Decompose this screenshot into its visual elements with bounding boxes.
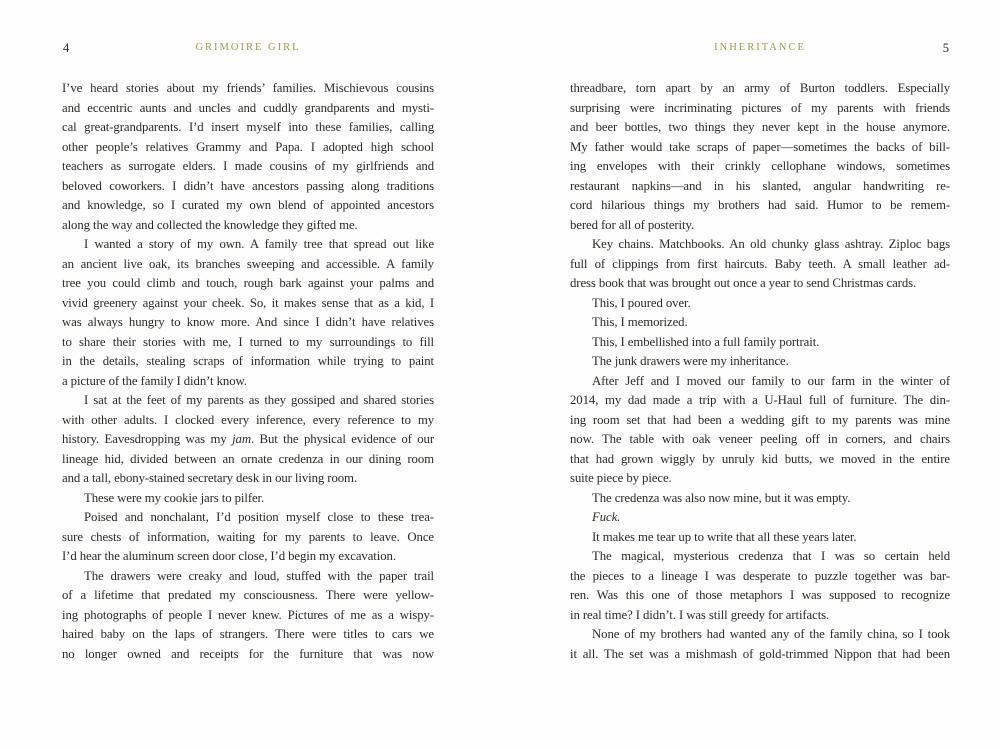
text-line: now. The table with oak veneer peeling off in corners, and chairs bbox=[570, 432, 950, 446]
text-line: with other adults. I clocked every inference, every reference to my bbox=[62, 412, 434, 427]
text-line: tree you could climb and touch, rough bark against your palms and bbox=[62, 276, 434, 290]
text-line: teachers as surrogate elders. I made cousins of my girlfriends and bbox=[62, 159, 434, 173]
text-line: to share their stories with me, I turned to my surroundings to fill bbox=[62, 334, 434, 349]
text-line: a picture of the family I didn’t know. bbox=[62, 373, 247, 388]
text-line: the pieces to a lineage I was desperate to puzzle together was bar- bbox=[570, 568, 950, 583]
text-line: suite piece by piece. bbox=[570, 471, 672, 485]
right-page-text bbox=[570, 79, 950, 664]
text-line: Key chains. Matchbooks. An old chunky glass ashtray. Ziploc bags bbox=[592, 237, 950, 251]
text-line: in the details, stealing scraps of information while trying to paint bbox=[62, 354, 434, 368]
text-line: The junk drawers were my inheritance. bbox=[592, 354, 789, 368]
page-number-left: 4 bbox=[63, 41, 70, 55]
text-line: The magical, mysterious credenza that I was so certain held bbox=[592, 549, 950, 563]
text-line: and beer bottles, two things they never kept in the house anymore. bbox=[570, 120, 950, 134]
italic-span: jam bbox=[232, 432, 251, 446]
text-line: haired baby on the laps of strangers. There were titles to cars we bbox=[62, 627, 434, 641]
text-line: These were my cookie jars to pilfer. bbox=[84, 490, 265, 505]
text-line: dress book that was brought out once a year to send Christmas cards. bbox=[570, 276, 917, 290]
text-line: ing room set that had been a wedding gift to my parents was mine bbox=[570, 412, 950, 427]
text-line: surprising were incriminating pictures of my parents with friends bbox=[570, 100, 950, 115]
text-line: ing photographs of people I never knew. Pictures of me as a wispy- bbox=[62, 607, 434, 622]
text-line: 2014, my dad made a trip with a U-Haul full of furniture. The din- bbox=[570, 393, 950, 407]
text-line: and knowledge, so I curated my own blend of appointed ancestors bbox=[62, 198, 434, 212]
text-line: The credenza was also now mine, but it was empty. bbox=[592, 490, 851, 505]
text-line: was always hungry to know more. And since I didn’t have relatives bbox=[62, 315, 434, 329]
right-page-header bbox=[570, 42, 950, 56]
text-line: cal great-grandparents. I’d insert myself into these families, calling bbox=[62, 120, 434, 134]
left-page-text bbox=[62, 79, 434, 664]
text-line: along the way and collected the knowledge they gifted me. bbox=[62, 217, 358, 232]
text-line: and eccentric aunts and uncles and cuddly grandparents and mysti- bbox=[62, 100, 434, 115]
text-line: beloved coworkers. I didn’t have ancestors passing along traditions bbox=[62, 178, 434, 193]
left-page-header bbox=[62, 42, 434, 56]
text-line: an ancient live oak, its branches sweeping and accessible. A family bbox=[62, 256, 434, 271]
text-line: It makes me tear up to write that all these years later. bbox=[592, 529, 857, 544]
text-line: I’ve heard stories about my friends’ families. Mischievous cousins bbox=[62, 81, 434, 95]
text-line: and a tall, ebony-stained secretary desk in our living room. bbox=[62, 471, 357, 485]
text-line: I’d hear the aluminum screen door close, I’d begin my excavation. bbox=[62, 549, 396, 563]
text-line bbox=[570, 508, 950, 528]
text-line: lineage hid, divided between an ornate credenza in our dining room bbox=[62, 451, 434, 466]
text-line: ing envelopes with their crinkly cellophane windows, sometimes bbox=[570, 159, 950, 173]
text-line: I wanted a story of my own. A family tree that spread out like bbox=[84, 237, 434, 251]
text-line: This, I poured over. bbox=[592, 295, 691, 310]
text-line: This, I memorized. bbox=[592, 315, 688, 329]
text-line: vivid greenery against your cheek. So, it makes sense that as a kid, I bbox=[62, 295, 434, 310]
text-line: other people’s relatives Grammy and Papa. I adopted high school bbox=[62, 139, 434, 154]
text-line: that had grown wiggly by unruly kid butts, we moved in the entire bbox=[570, 451, 950, 466]
text-line: The drawers were creaky and loud, stuffed with the paper trail bbox=[84, 568, 434, 583]
running-head-left: GRIMOIRE GIRL bbox=[195, 42, 301, 53]
text-line: full of clippings from first haircuts. Baby teeth. A small leather ad- bbox=[570, 256, 950, 271]
text-line: restaurant napkins—and in his slanted, angular handwriting re- bbox=[570, 178, 950, 193]
running-head-right: INHERITANCE bbox=[714, 42, 806, 53]
left-page bbox=[62, 42, 434, 664]
italic-span: Fuck. bbox=[592, 510, 621, 524]
text-line: of a lifetime that predated my consciousness. There were yellow- bbox=[62, 588, 434, 602]
text-line: ren. Was this one of those metaphors I was supposed to recognize bbox=[570, 588, 950, 602]
page-number-right: 5 bbox=[942, 41, 949, 55]
text-line: After Jeff and I moved our family to our farm in the winter of bbox=[592, 373, 950, 388]
text-line: None of my brothers had wanted any of the family china, so I took bbox=[592, 627, 950, 641]
text-line: in real time? I didn’t. I was still greedy for artifacts. bbox=[570, 607, 830, 622]
right-page bbox=[570, 42, 950, 664]
text-line: cord hilarious things my brothers had said. Humor to be remem- bbox=[570, 198, 950, 212]
text-line: I sat at the feet of my parents as they gossiped and shared stories bbox=[84, 393, 434, 407]
text-line: no longer owned and receipts for the furniture that was now bbox=[62, 646, 434, 661]
text-line: Poised and nonchalant, I’d position myself close to these trea- bbox=[84, 510, 434, 524]
text-line: history. Eavesdropping was my jam. But the physical evidence of our bbox=[62, 432, 434, 446]
text-line: sure chests of information, waiting for my parents to leave. Once bbox=[62, 529, 434, 544]
text-line: it all. The set was a mishmash of gold-trimmed Nippon that had been bbox=[570, 646, 950, 661]
text-line: bered for all of posterity. bbox=[570, 217, 695, 232]
text-line: This, I embellished into a full family portrait. bbox=[592, 334, 820, 349]
text-line: threadbare, torn apart by an army of Burton toddlers. Especially bbox=[570, 81, 950, 95]
text-line: My father would take scraps of paper—sometimes the backs of bill- bbox=[570, 139, 950, 154]
